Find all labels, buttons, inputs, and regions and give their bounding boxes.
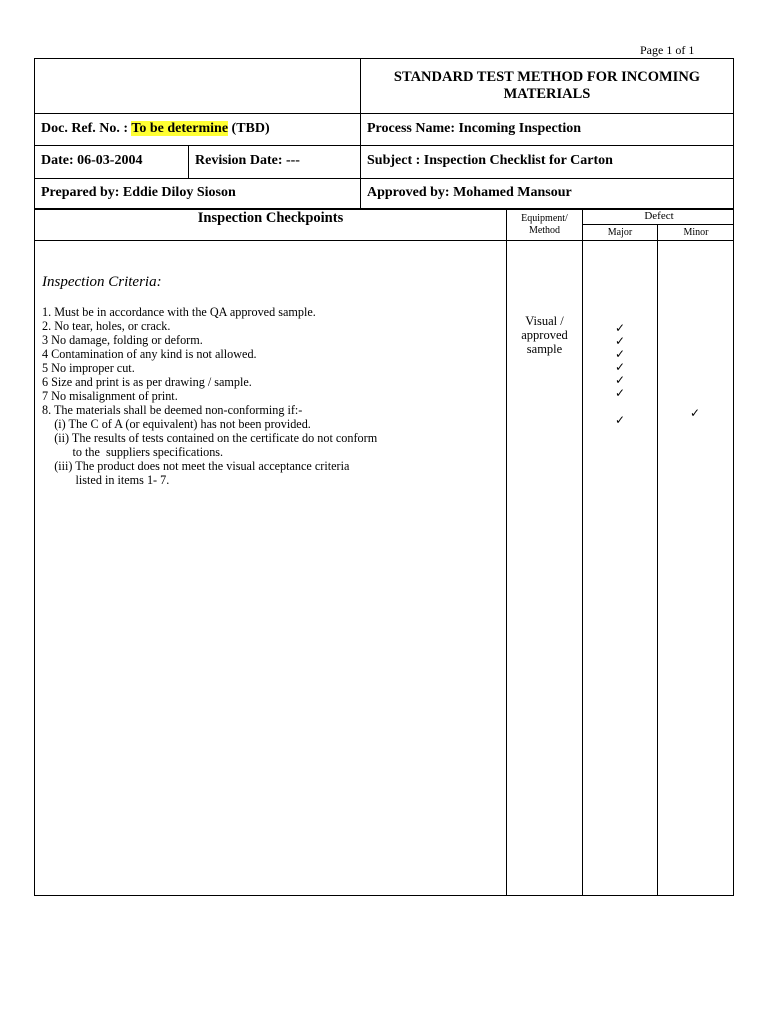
criteria-item: (iii) The product does not meet the visual acceptance criteria	[42, 459, 350, 473]
major-check-icon: ✓	[615, 360, 626, 374]
criteria-item: 5 No improper cut.	[42, 361, 135, 375]
major-check-icon: ✓	[615, 413, 626, 427]
criteria-item: 6 Size and print is as per drawing / sample.	[42, 375, 252, 389]
col-minor: Minor	[683, 227, 709, 238]
divider	[35, 178, 733, 179]
criteria-list	[42, 305, 377, 487]
criteria-item: 1. Must be in accordance with the QA approved sample.	[42, 305, 316, 319]
date-field: Date: 06-03-2004	[41, 153, 143, 168]
divider	[582, 224, 734, 225]
major-check-icon: ✓	[615, 321, 626, 335]
col-equipment-line-2: Method	[528, 225, 561, 236]
divider	[35, 113, 733, 114]
criteria-item: 4 Contamination of any kind is not allowed.	[42, 347, 257, 361]
doc-ref-label: Doc. Ref. No. :	[41, 121, 129, 136]
divider	[188, 146, 189, 178]
document-header	[34, 58, 734, 209]
criteria-item: (i) The C of A (or equivalent) has not been provided.	[42, 417, 311, 431]
page-number: Page 1 of 1	[640, 43, 695, 57]
criteria-item: 2. No tear, holes, or crack.	[42, 319, 171, 333]
document-title: STANDARD TEST METHOD FOR INCOMING MATERIALS	[393, 69, 701, 102]
method-line: approved	[521, 328, 568, 342]
method-cell	[507, 314, 582, 356]
inspection-table	[34, 209, 734, 896]
criteria-item: 3 No damage, folding or deform.	[42, 333, 203, 347]
approved-by-field: Approved by: Mohamed Mansour	[367, 185, 572, 200]
divider	[35, 145, 733, 146]
criteria-item: to the suppliers specifications.	[42, 445, 224, 459]
prepared-by-field: Prepared by: Eddie Diloy Sioson	[41, 185, 236, 200]
minor-check-icon: ✓	[690, 406, 701, 420]
doc-ref-field	[41, 121, 270, 137]
major-check-icon: ✓	[615, 386, 626, 400]
divider	[35, 240, 733, 241]
doc-ref-suffix: (TBD)	[231, 121, 270, 136]
method-line: Visual /	[525, 314, 564, 328]
criteria-item: listed in items 1- 7.	[42, 473, 170, 487]
divider	[582, 209, 583, 895]
method-line: sample	[526, 342, 563, 356]
doc-ref-value: To be determine	[131, 121, 229, 136]
major-check-icon: ✓	[615, 334, 626, 348]
col-equipment-line-1: Equipment/	[521, 213, 568, 224]
major-check-icon: ✓	[615, 373, 626, 387]
criteria-item: 8. The materials shall be deemed non-conforming if:-	[42, 403, 303, 417]
process-name: Process Name: Incoming Inspection	[367, 121, 582, 136]
divider	[657, 224, 658, 895]
major-check-icon: ✓	[615, 347, 626, 361]
criteria-item: (ii) The results of tests contained on the certificate do not conform	[42, 431, 378, 445]
subject-field: Subject : Inspection Checklist for Carton	[367, 153, 613, 168]
col-inspection-checkpoints: Inspection Checkpoints	[197, 210, 344, 226]
col-defect: Defect	[644, 210, 674, 222]
col-major: Major	[607, 227, 633, 238]
criteria-item: 7 No misalignment of print.	[42, 389, 178, 403]
divider	[506, 209, 507, 895]
criteria-title: Inspection Criteria:	[42, 274, 162, 290]
revision-date-field: Revision Date: ---	[195, 153, 300, 168]
